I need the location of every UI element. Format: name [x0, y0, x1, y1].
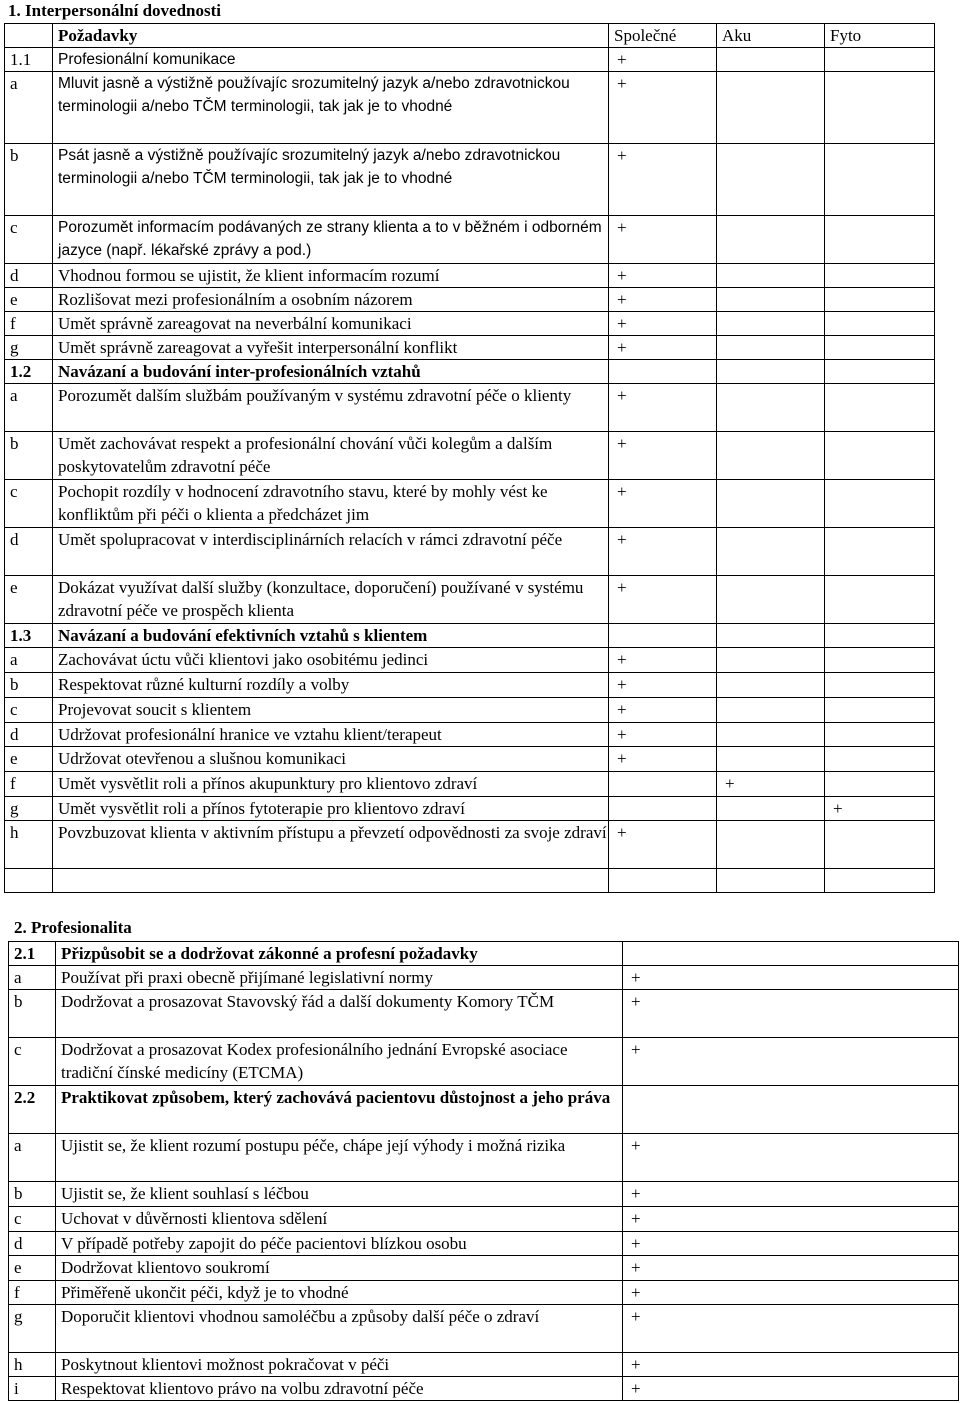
row-id: e: [5, 576, 53, 624]
mark-common: +: [609, 144, 717, 216]
mark-phytotherapy: [825, 264, 935, 288]
header-phytotherapy: Fyto: [825, 24, 935, 48]
table-row: [5, 384, 935, 432]
table-row: [9, 1134, 959, 1182]
mark-acupuncture: [717, 723, 825, 747]
header-acupuncture: Aku: [717, 24, 825, 48]
mark-common: +: [609, 384, 717, 432]
mark-acupuncture: [717, 264, 825, 288]
requirement-text: Ujistit se, že klient souhlasí s léčbou: [56, 1182, 623, 1207]
table-row: [9, 1207, 959, 1232]
mark-acupuncture: [717, 624, 825, 648]
mark-common: +: [609, 723, 717, 747]
row-id: d: [5, 528, 53, 576]
mark-common: +: [623, 1256, 959, 1281]
mark-common: +: [623, 1353, 959, 1377]
mark-acupuncture: [717, 360, 825, 384]
mark-phytotherapy: [825, 723, 935, 747]
mark-common: +: [623, 1377, 959, 1401]
row-id: b: [5, 673, 53, 698]
table-row: [9, 1038, 959, 1086]
mark-common: +: [609, 432, 717, 480]
mark-common: +: [609, 72, 717, 144]
mark-common: +: [609, 528, 717, 576]
requirement-text: Navázaní a budování efektivních vztahů s klientem: [53, 624, 609, 648]
mark-phytotherapy: [825, 698, 935, 723]
requirement-text: Pochopit rozdíly v hodnocení zdravotního stavu, které by mohly vést ke konfliktům při péči o klienta a předcházet jim: [53, 480, 609, 528]
table-row: [9, 1232, 959, 1256]
table-body: [9, 942, 959, 1401]
row-id: h: [5, 821, 53, 869]
mark-phytotherapy: [825, 216, 935, 264]
requirement-text: Porozumět informacím podávaných ze strany klienta a to v běžném i odborném jazyce (např. lékařské zprávy a pod.): [53, 216, 609, 264]
table-row: [5, 336, 935, 360]
mark-common: [623, 1086, 959, 1134]
table-row: [5, 576, 935, 624]
requirement-text: Přizpůsobit se a dodržovat zákonné a profesní požadavky: [56, 942, 623, 966]
mark-common: +: [609, 288, 717, 312]
requirement-text: Profesionální komunikace: [53, 48, 609, 72]
mark-common: +: [609, 216, 717, 264]
requirement-text: Navázaní a budování inter-profesionálních vztahů: [53, 360, 609, 384]
group-row: [5, 48, 935, 72]
mark-common: +: [609, 336, 717, 360]
requirement-text: Porozumět dalším službám používaným v systému zdravotní péče o klienty: [53, 384, 609, 432]
requirement-text: Psát jasně a výstižně používajíc srozumitelný jazyk a/nebo zdravotnickou terminologii a/nebo TČM terminologii, tak jak je to vhodné: [53, 144, 609, 216]
table-row: [9, 1281, 959, 1305]
group-row: [5, 360, 935, 384]
requirement-text: Vhodnou formou se ujistit, že klient informacím rozumí: [53, 264, 609, 288]
requirement-text: Poskytnout klientovi možnost pokračovat v péči: [56, 1353, 623, 1377]
row-id: f: [5, 312, 53, 336]
table-row: [5, 72, 935, 144]
mark-phytotherapy: [825, 869, 935, 893]
requirement-text: V případě potřeby zapojit do péče pacientovi blízkou osobu: [56, 1232, 623, 1256]
mark-phytotherapy: [825, 144, 935, 216]
row-id: 1.2: [5, 360, 53, 384]
mark-phytotherapy: [825, 336, 935, 360]
mark-common: +: [623, 1207, 959, 1232]
requirement-text: Umět správně zareagovat a vyřešit interpersonální konflikt: [53, 336, 609, 360]
row-id: f: [9, 1281, 56, 1305]
requirement-text: Zachovávat úctu vůči klientovi jako osobitému jedinci: [53, 648, 609, 673]
requirement-text: Respektovat různé kulturní rozdíly a volby: [53, 673, 609, 698]
mark-acupuncture: [717, 288, 825, 312]
mark-acupuncture: [717, 797, 825, 821]
mark-common: +: [609, 821, 717, 869]
table-body: [5, 48, 935, 893]
table-row: [5, 673, 935, 698]
mark-phytotherapy: [825, 360, 935, 384]
table-row: [5, 264, 935, 288]
table-row: [5, 432, 935, 480]
mark-acupuncture: [717, 648, 825, 673]
table-row: [5, 648, 935, 673]
competency-table-interpersonal: [4, 23, 935, 893]
blank-row: [5, 869, 935, 893]
table-row: [5, 480, 935, 528]
mark-common: +: [609, 264, 717, 288]
row-id: e: [5, 288, 53, 312]
row-id: 2.2: [9, 1086, 56, 1134]
mark-common: [609, 797, 717, 821]
mark-phytotherapy: [825, 648, 935, 673]
row-id: g: [5, 336, 53, 360]
row-id: c: [9, 1207, 56, 1232]
group-row: [5, 624, 935, 648]
row-id: 2.1: [9, 942, 56, 966]
mark-common: +: [623, 1134, 959, 1182]
requirement-text: Dokázat využívat další služby (konzultace, doporučení) používané v systému zdravotní péče ve prospěch klienta: [53, 576, 609, 624]
header-id-cell: [5, 24, 53, 48]
requirement-text: Respektovat klientovo právo na volbu zdravotní péče: [56, 1377, 623, 1401]
row-id: b: [5, 144, 53, 216]
mark-phytotherapy: [825, 72, 935, 144]
mark-phytotherapy: [825, 624, 935, 648]
mark-phytotherapy: [825, 432, 935, 480]
row-id: d: [5, 264, 53, 288]
section2-title: 2. Profesionalita: [14, 918, 132, 937]
row-id: 1.3: [5, 624, 53, 648]
mark-acupuncture: [717, 432, 825, 480]
table-row: [9, 990, 959, 1038]
mark-phytotherapy: [825, 576, 935, 624]
table-row: [5, 528, 935, 576]
mark-common: +: [623, 1232, 959, 1256]
mark-common: [609, 772, 717, 797]
mark-common: +: [623, 1038, 959, 1086]
mark-phytotherapy: [825, 288, 935, 312]
header-requirements: Požadavky: [53, 24, 609, 48]
row-id: a: [5, 72, 53, 144]
row-id: g: [5, 797, 53, 821]
row-id: i: [9, 1377, 56, 1401]
group-row: [9, 1086, 959, 1134]
requirement-text: Dodržovat a prosazovat Kodex profesionálního jednání Evropské asociace tradiční čínské medicíny (ETCMA): [56, 1038, 623, 1086]
requirement-text: Udržovat otevřenou a slušnou komunikaci: [53, 747, 609, 772]
table-row: [9, 966, 959, 990]
requirement-text: Doporučit klientovi vhodnou samoléčbu a způsoby další péče o zdraví: [56, 1305, 623, 1353]
mark-acupuncture: [717, 673, 825, 698]
row-id: c: [5, 480, 53, 528]
table-row: [5, 698, 935, 723]
mark-common: +: [609, 312, 717, 336]
requirement-text: Používat při praxi obecně přijímané legislativní normy: [56, 966, 623, 990]
requirement-text: Rozlišovat mezi profesionálním a osobním názorem: [53, 288, 609, 312]
mark-phytotherapy: [825, 384, 935, 432]
row-id: f: [5, 772, 53, 797]
mark-acupuncture: [717, 698, 825, 723]
mark-phytotherapy: [825, 528, 935, 576]
row-id: a: [9, 966, 56, 990]
section1-title: 1. Interpersonální dovednosti: [8, 1, 221, 20]
requirement-text: Přiměřeně ukončit péči, když je to vhodné: [56, 1281, 623, 1305]
requirement-text: Projevovat soucit s klientem: [53, 698, 609, 723]
requirement-text: Ujistit se, že klient rozumí postupu péče, chápe její výhody i možná rizika: [56, 1134, 623, 1182]
table-row: [5, 312, 935, 336]
mark-common: +: [623, 1182, 959, 1207]
mark-common: [609, 869, 717, 893]
table-row: [5, 216, 935, 264]
requirement-text: Umět spolupracovat v interdisciplinárních relacích v rámci zdravotní péče: [53, 528, 609, 576]
mark-acupuncture: +: [717, 772, 825, 797]
table-row: [5, 772, 935, 797]
requirement-text: Umět vysvětlit roli a přínos fytoterapie pro klientovo zdraví: [53, 797, 609, 821]
requirement-text: Dodržovat klientovo soukromí: [56, 1256, 623, 1281]
mark-common: +: [609, 747, 717, 772]
requirement-text: Povzbuzovat klienta v aktivním přístupu a převzetí odpovědnosti za svoje zdraví: [53, 821, 609, 869]
mark-common: +: [623, 1281, 959, 1305]
row-id: e: [9, 1256, 56, 1281]
table-row: [5, 797, 935, 821]
row-id: e: [5, 747, 53, 772]
table-row: [5, 288, 935, 312]
row-id: b: [9, 1182, 56, 1207]
requirement-text: Umět vysvětlit roli a přínos akupunktury pro klientovo zdraví: [53, 772, 609, 797]
mark-acupuncture: [717, 821, 825, 869]
row-id: a: [9, 1134, 56, 1182]
row-id: h: [9, 1353, 56, 1377]
row-id: a: [5, 648, 53, 673]
mark-common: [609, 360, 717, 384]
row-id: b: [9, 990, 56, 1038]
table-row: [9, 1377, 959, 1401]
row-id: [5, 869, 53, 893]
requirement-text: Dodržovat a prosazovat Stavovský řád a další dokumenty Komory TČM: [56, 990, 623, 1038]
mark-common: +: [609, 648, 717, 673]
row-id: d: [5, 723, 53, 747]
requirement-text: Mluvit jasně a výstižně používajíc srozumitelný jazyk a/nebo zdravotnickou terminologii a/nebo TČM terminologii, tak jak je to vhodné: [53, 72, 609, 144]
mark-common: [623, 942, 959, 966]
row-id: b: [5, 432, 53, 480]
row-id: a: [5, 384, 53, 432]
table-row: [5, 821, 935, 869]
competency-table-professionalism: [8, 941, 959, 1401]
mark-phytotherapy: [825, 673, 935, 698]
requirement-text: Umět zachovávat respekt a profesionální chování vůči kolegům a dalším poskytovatelům zdravotní péče: [53, 432, 609, 480]
table-row: [5, 723, 935, 747]
mark-phytotherapy: +: [825, 797, 935, 821]
table-header-row: [5, 24, 935, 48]
table-row: [5, 144, 935, 216]
group-row: [9, 942, 959, 966]
mark-phytotherapy: [825, 821, 935, 869]
requirement-text: Praktikovat způsobem, který zachovává pacientovu důstojnost a jeho práva: [56, 1086, 623, 1134]
mark-acupuncture: [717, 528, 825, 576]
mark-common: +: [623, 990, 959, 1038]
mark-phytotherapy: [825, 772, 935, 797]
mark-common: +: [609, 673, 717, 698]
row-id: d: [9, 1232, 56, 1256]
mark-acupuncture: [717, 336, 825, 360]
requirement-text: Udržovat profesionální hranice ve vztahu klient/terapeut: [53, 723, 609, 747]
requirement-text: [53, 869, 609, 893]
mark-acupuncture: [717, 144, 825, 216]
mark-common: +: [623, 1305, 959, 1353]
mark-phytotherapy: [825, 480, 935, 528]
table-row: [9, 1182, 959, 1207]
mark-phytotherapy: [825, 747, 935, 772]
row-id: 1.1: [5, 48, 53, 72]
table-row: [9, 1353, 959, 1377]
row-id: c: [9, 1038, 56, 1086]
mark-acupuncture: [717, 72, 825, 144]
table-row: [9, 1305, 959, 1353]
requirement-text: Uchovat v důvěrnosti klientova sdělení: [56, 1207, 623, 1232]
row-id: c: [5, 698, 53, 723]
mark-common: [609, 624, 717, 648]
row-id: c: [5, 216, 53, 264]
mark-acupuncture: [717, 48, 825, 72]
mark-phytotherapy: [825, 312, 935, 336]
mark-acupuncture: [717, 312, 825, 336]
mark-common: +: [609, 480, 717, 528]
mark-common: +: [609, 576, 717, 624]
mark-acupuncture: [717, 747, 825, 772]
mark-acupuncture: [717, 576, 825, 624]
mark-common: +: [623, 966, 959, 990]
mark-phytotherapy: [825, 48, 935, 72]
mark-common: +: [609, 48, 717, 72]
mark-acupuncture: [717, 869, 825, 893]
mark-common: +: [609, 698, 717, 723]
table-row: [9, 1256, 959, 1281]
row-id: g: [9, 1305, 56, 1353]
mark-acupuncture: [717, 384, 825, 432]
table-row: [5, 747, 935, 772]
header-common: Společné: [609, 24, 717, 48]
mark-acupuncture: [717, 216, 825, 264]
mark-acupuncture: [717, 480, 825, 528]
requirement-text: Umět správně zareagovat na neverbální komunikaci: [53, 312, 609, 336]
